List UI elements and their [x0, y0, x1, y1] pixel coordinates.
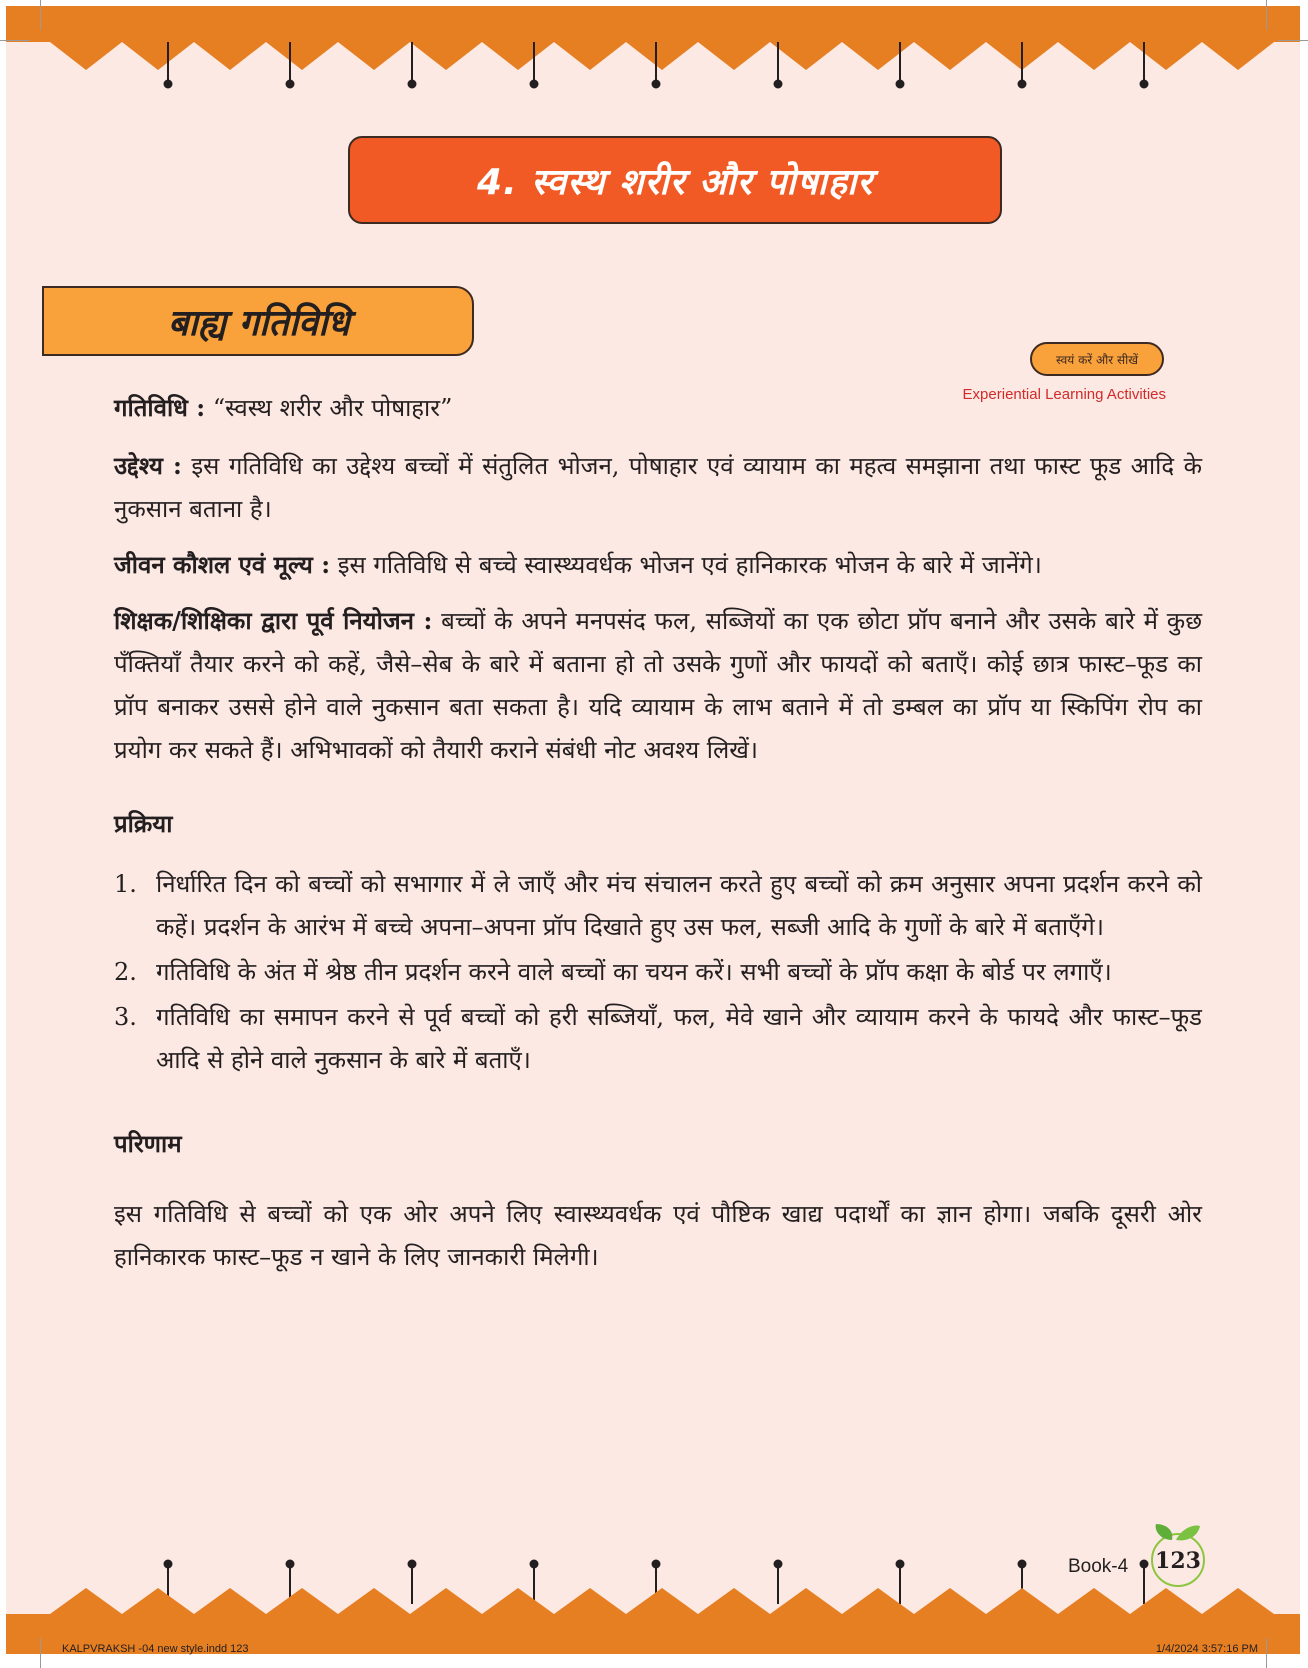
list-item — [114, 996, 1202, 1082]
page-number: 123 — [1155, 1548, 1201, 1574]
activity-text: “स्वस्थ शरीर और पोषाहार” — [212, 394, 453, 422]
step-text: गतिविधि का समापन करने से पूर्व बच्चों को हरी सब्जियाँ, फल, मेवे खाने और व्यायाम करने के फायदे और फास्ट–फूड आदि से होने वाले नुकसान के बारे में बताएँ। — [156, 1003, 1202, 1074]
step-number: 3. — [114, 1003, 137, 1031]
step-number: 1. — [114, 870, 137, 898]
process-heading: प्रक्रिया — [114, 809, 173, 838]
list-item — [114, 951, 1202, 994]
planning-label: शिक्षक/शिक्षिका द्वारा पूर्व नियोजन : — [114, 606, 433, 635]
chapter-title: 4. स्वस्थ शरीर और पोषाहार — [476, 161, 874, 203]
activity-line — [114, 386, 1202, 430]
book-page — [6, 6, 1300, 1654]
main-content — [114, 386, 1202, 1291]
bottom-border-decoration — [6, 1544, 1300, 1654]
objective-paragraph — [114, 444, 1202, 531]
planning-paragraph — [114, 599, 1202, 772]
step-text: निर्धारित दिन को बच्चों को सभागार में ले जाएँ और मंच संचालन करते हुए बच्चों को क्रम अनुसार अपना प्रदर्शन करने को कहें। प्रदर्शन के आरंभ में बच्चे अपना–अपना प्रॉप दिखाते हुए उस फल, सब्जी आदि के गुणों के बारे में बताएँगे। — [156, 870, 1202, 941]
section-banner — [42, 286, 474, 356]
objective-text: इस गतिविधि का उद्देश्य बच्चों में संतुलित भोजन, पोषाहार एवं व्यायाम का महत्व समझाना तथा फास्ट फूड आदि के नुकसान बताना है। — [114, 452, 1202, 523]
section-title: बाह्य गतिविधि — [168, 302, 350, 344]
list-item — [114, 863, 1202, 949]
step-number: 2. — [114, 958, 137, 986]
badge-subtitle: Experiential Learning Activities — [962, 386, 1166, 403]
top-border-decoration — [6, 6, 1300, 96]
badge-label: स्वयं करें और सीखें — [1055, 352, 1139, 367]
crop-mark — [40, 0, 41, 30]
chapter-title-box — [348, 136, 1002, 224]
slug-file-info: KALPVRAKSH -04 new style.indd 123 — [62, 1643, 249, 1655]
process-steps — [114, 863, 1202, 1082]
crop-mark — [40, 1638, 41, 1668]
planning-text: बच्चों के अपने मनपसंद फल, सब्जियों का एक छोटा प्रॉप बनाने और उसके बारे में कुछ पँक्तियाँ तैयार करने को कहें, जैसे–सेब के बारे में बताना हो तो उसके गुणों और फायदों को बताएँ। कोई छात्र फास्ट–फूड का प्रॉप बनाकर उससे होने वाले नुकसान बता सकता है। यदि व्यायाम के लाभ बताने में तो डम्बल का प्रॉप या स्किपिंग रोप का प्रयोग कर सकते हैं। अभिभावकों को तैयारी कराने संबंधी नोट अवश्य लिखें। — [114, 607, 1203, 764]
slug-date-info: 1/4/2024 3:57:16 PM — [1155, 1643, 1258, 1655]
result-paragraph: इस गतिविधि से बच्चों को एक ओर अपने लिए स्वास्थ्यवर्धक एवं पौष्टिक खाद्य पदार्थों का ज्ञान होगा। जबकि दूसरी ओर हानिकारक फास्ट–फूड न खाने के लिए जानकारी मिलेगी। — [114, 1200, 1202, 1271]
crop-mark — [1266, 0, 1267, 30]
step-text: गतिविधि के अंत में श्रेष्ठ तीन प्रदर्शन करने वाले बच्चों का चयन करें। सभी बच्चों के प्रॉप कक्षा के बोर्ड पर लगाएँ। — [156, 958, 1112, 986]
result-heading: परिणाम — [114, 1129, 182, 1158]
learning-badge — [1030, 342, 1164, 376]
life-skills-paragraph — [114, 543, 1202, 587]
crop-mark — [1266, 1638, 1267, 1668]
crop-mark — [0, 40, 30, 41]
life-skills-label: जीवन कौशल एवं मूल्य : — [114, 550, 331, 579]
activity-label: गतिविधि : — [114, 393, 206, 422]
life-skills-text: इस गतिविधि से बच्चे स्वास्थ्यवर्धक भोजन एवं हानिकारक भोजन के बारे में जानेंगे। — [337, 551, 1042, 579]
crop-mark — [1278, 40, 1308, 41]
objective-label: उद्देश्य : — [114, 451, 182, 480]
book-label: Book-4 — [1068, 1556, 1129, 1577]
